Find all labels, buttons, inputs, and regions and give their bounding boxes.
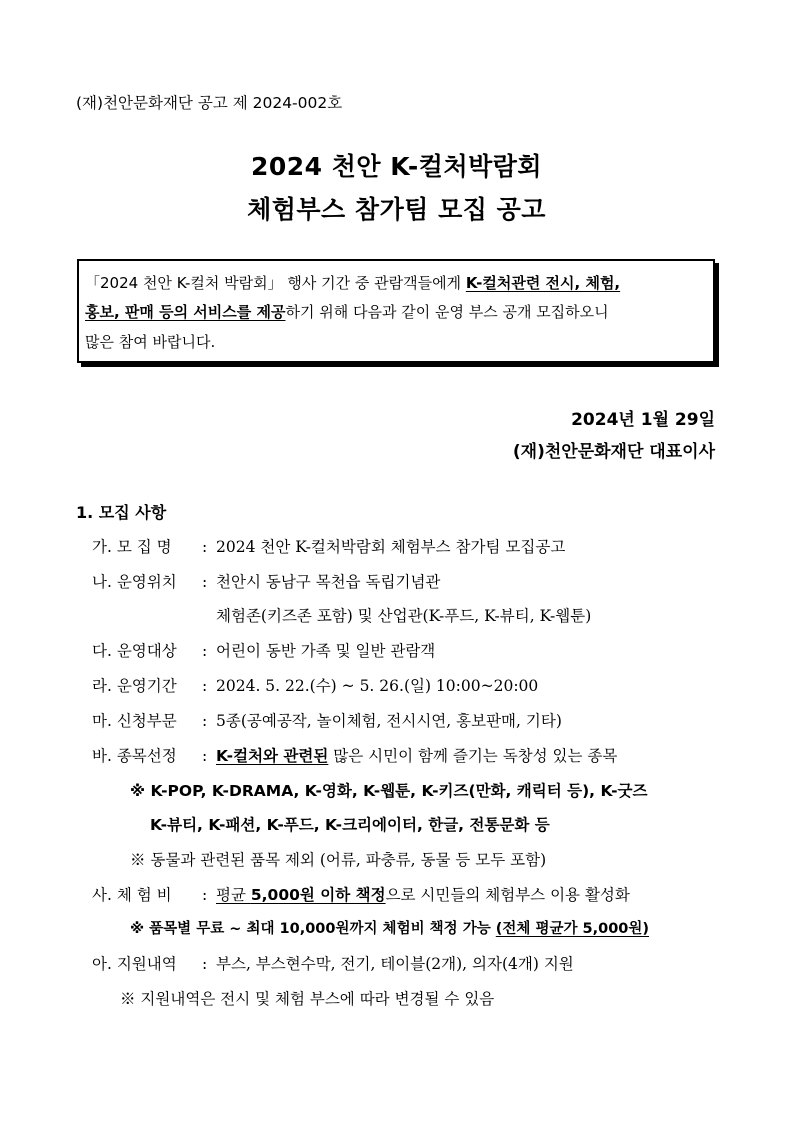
item-label: 나. 운영위치 <box>92 573 177 591</box>
item-value: 부스, 부스현수막, 전기, 테이블(2개), 의자(4개) 지원 <box>216 955 574 973</box>
item-target <box>92 639 435 661</box>
fee-note-emphasis: (전체 평균가 5,000원) <box>495 921 650 937</box>
support-note: ※ 지원내역은 전시 및 체험 부스에 따라 변경될 수 있음 <box>120 990 495 1008</box>
item-label: 마. 신청부문 <box>92 712 177 730</box>
item-colon: : <box>202 955 208 973</box>
issuer-name: (재)천안문화재단 대표이사 <box>512 442 715 462</box>
item-value-emphasis: 5,000원 이하 책정 <box>250 886 386 904</box>
selection-note-genres-cont: K-뷰티, K-패션, K-푸드, K-크리에이터, 한글, 전통문화 등 <box>150 816 550 834</box>
item-categories <box>92 709 562 731</box>
item-label: 라. 운영기간 <box>92 677 177 695</box>
item-location-detail: 체험존(키즈존 포함) 및 산업관(K-푸드, K-뷰티, K-웹툰) <box>216 607 592 625</box>
item-colon: : <box>202 712 208 730</box>
item-colon: : <box>202 642 208 660</box>
item-recruitment-name <box>92 535 565 557</box>
item-value-emphasis: K-컬처와 관련된 <box>216 747 329 765</box>
item-value: 으로 시민들의 체험부스 이용 활성화 <box>385 886 630 904</box>
summary-line1-emphasis: K-컬처관련 전시, 체험, <box>465 274 621 292</box>
item-label: 바. 종목선정 <box>92 747 177 765</box>
item-value: 5종(공예공작, 놀이체험, 전시시연, 홍보판매, 기타) <box>216 712 562 730</box>
summary-line-3: 많은 참여 바랍니다. <box>85 333 216 351</box>
item-value: 천안시 동남구 목천읍 독립기념관 <box>216 573 441 591</box>
notice-number: (재)천안문화재단 공고 제 2024-002호 <box>76 94 343 112</box>
item-colon: : <box>202 538 208 556</box>
item-colon: : <box>202 573 208 591</box>
fee-note-text: ※ 품목별 무료 ~ 최대 10,000원까지 체험비 책정 가능 <box>130 921 496 937</box>
fee-note <box>130 917 649 938</box>
item-label: 다. 운영대상 <box>92 642 177 660</box>
summary-line1-prefix: 「2024 천안 K-컬처 박람회」 행사 기간 중 관람객들에게 <box>85 274 466 292</box>
section-title: 1. 모집 사항 <box>76 503 167 522</box>
item-value: 2024 천안 K-컬처박람회 체험부스 참가팀 모집공고 <box>216 538 566 556</box>
item-location <box>92 570 440 592</box>
item-fee <box>92 883 630 905</box>
item-value-prefix: 평균 <box>216 886 251 904</box>
item-label: 아. 지원내역 <box>92 955 177 973</box>
item-colon: : <box>202 747 208 765</box>
summary-line2-emphasis: 홍보, 판매 등의 서비스를 제공 <box>85 303 286 321</box>
notice-date: 2024년 1월 29일 <box>571 410 715 430</box>
summary-line-2 <box>85 301 707 322</box>
item-support <box>92 952 574 974</box>
item-value: 많은 시민이 함께 즐기는 독창성 있는 종목 <box>328 747 618 765</box>
summary-box <box>77 259 715 363</box>
item-selection <box>92 744 617 766</box>
selection-note-genres: ※ K-POP, K-DRAMA, K-영화, K-웹툰, K-키즈(만화, 캐릭터 등), K-굿즈 <box>130 782 648 800</box>
item-label: 사. 체 험 비 <box>92 886 172 904</box>
summary-line-1 <box>85 272 707 293</box>
item-colon: : <box>202 677 208 695</box>
page-title-line2: 체험부스 참가팀 모집 공고 <box>247 195 546 224</box>
item-value: 2024. 5. 22.(수) ~ 5. 26.(일) 10:00~20:00 <box>216 677 539 695</box>
selection-note-exclusion: ※ 동물과 관련된 품목 제외 (어류, 파충류, 동물 등 모두 포함) <box>130 851 547 869</box>
item-colon: : <box>202 886 208 904</box>
item-label: 가. 모 집 명 <box>92 538 172 556</box>
summary-line2-suffix: 하기 위해 다음과 같이 운영 부스 공개 모집하오니 <box>285 303 609 321</box>
page-title-line1: 2024 천안 K-컬처박람회 <box>250 152 543 181</box>
item-period <box>92 674 538 696</box>
item-value: 어린이 동반 가족 및 일반 관람객 <box>216 642 436 660</box>
